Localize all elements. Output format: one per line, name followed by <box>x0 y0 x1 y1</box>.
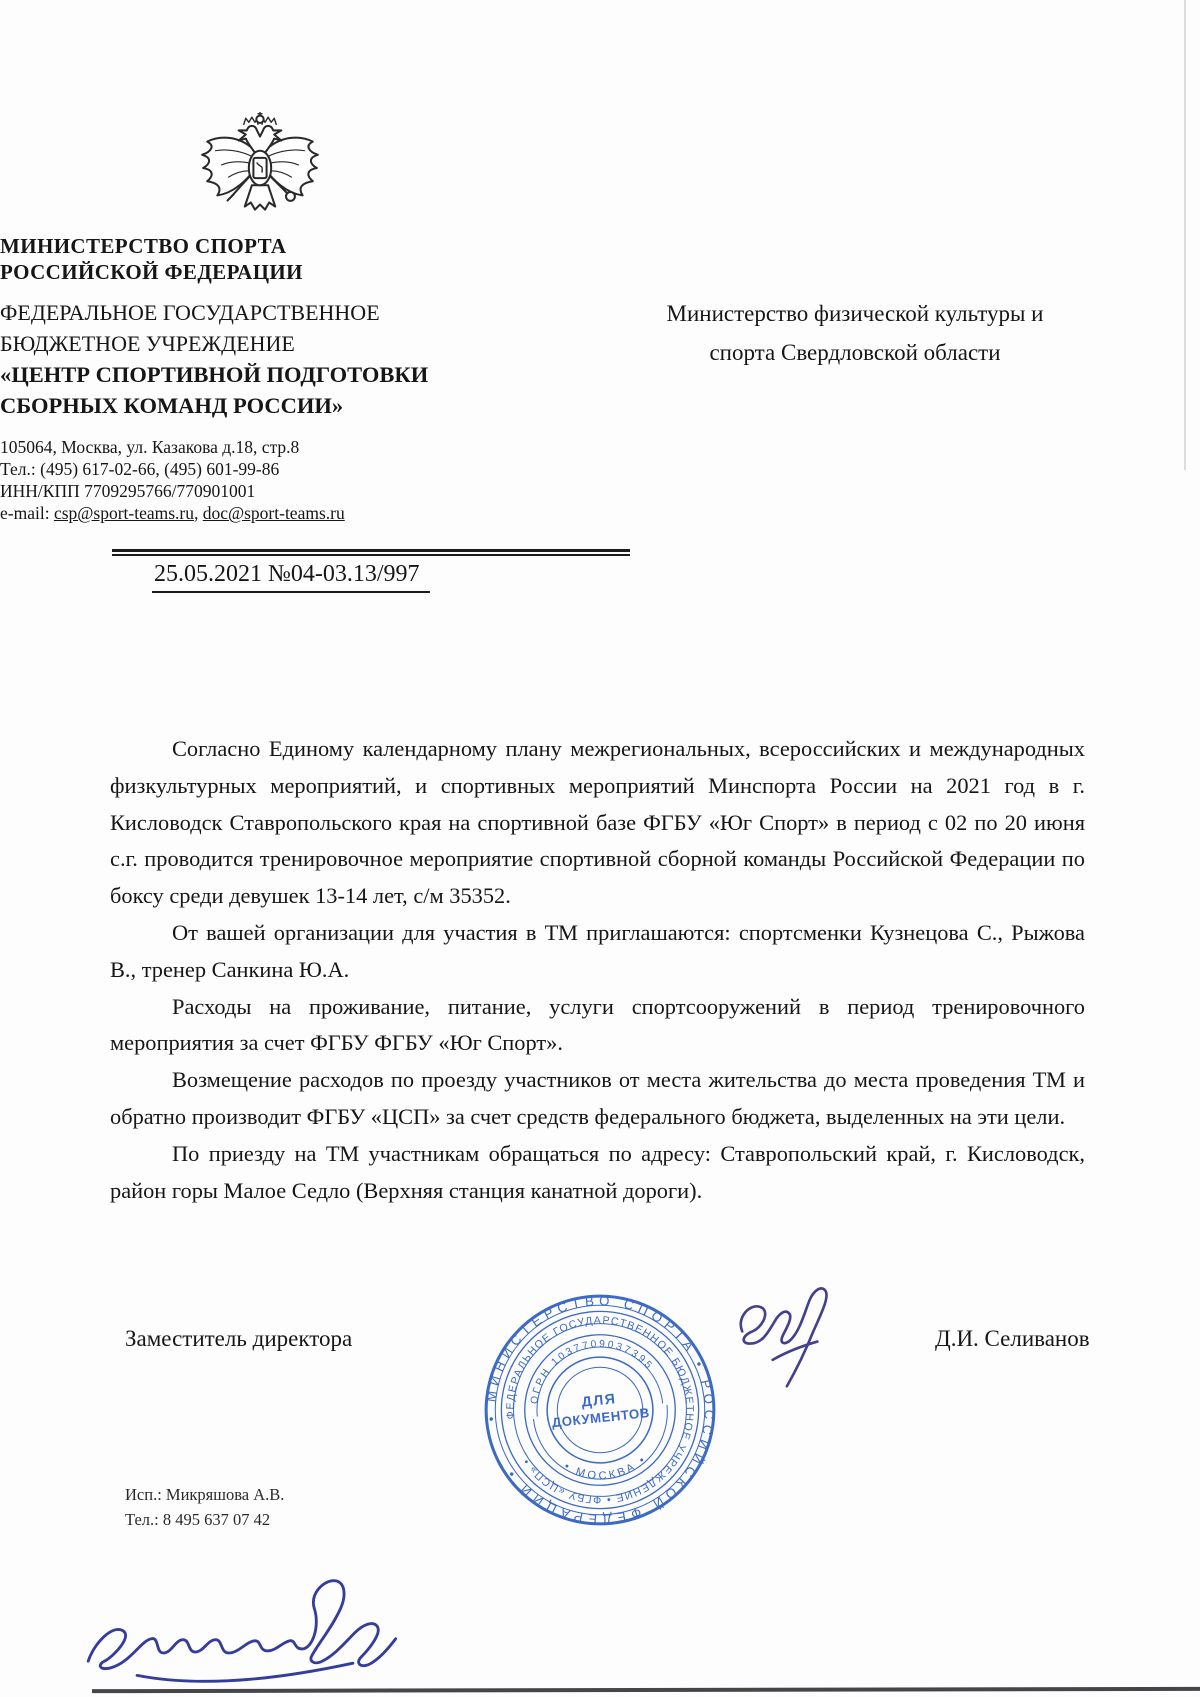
organization-contacts <box>0 436 520 524</box>
stamp-ogrn-text: ОГРН 1037709037395 <box>529 1338 656 1405</box>
recipient-line2: спорта Свердловской области <box>709 340 1001 365</box>
director-signature-icon <box>728 1278 860 1396</box>
ministry-heading-line1: МИНИСТЕРСТВО СПОРТА <box>0 234 287 258</box>
letter-body <box>110 731 1085 1209</box>
signer-position: Заместитель директора <box>125 1326 353 1351</box>
signer-name: Д.И. Селиванов <box>935 1326 1090 1351</box>
russian-double-headed-eagle-icon <box>194 112 326 224</box>
stamp-outer-ring-text: • МИНИСТЕРСТВО СПОРТА • РОССИЙСКОЙ ФЕДЕРАЦИИ • <box>483 1293 717 1527</box>
recipient-block <box>620 294 1090 372</box>
paragraph-2: От вашей организации для участия в ТМ приглашаются: спортсменки Кузнецова С., Рыжова В., тренер Санкина Ю.А. <box>110 919 1085 982</box>
official-round-stamp <box>478 1288 722 1532</box>
paragraph-1: Согласно Единому календарному плану межрегиональных, всероссийских и международных физкультурных мероприятий, и спортивных мероприятий Минспорта России на 2021 год в г. Кисловодск Ставропольского края на спортивной базе ФГБУ «Юг Спорт» в период с 02 по 20 июня с.г. проводится тренировочное мероприятие спортивной сборной команды Российской Федерации по боксу среди девушек 13-14 лет, с/м 35352. <box>110 736 1085 909</box>
org-line3: «ЦЕНТР СПОРТИВНОЙ ПОДГОТОВКИ <box>0 362 429 387</box>
ministry-heading-line2: РОССИЙСКОЙ ФЕДЕРАЦИИ <box>0 260 303 284</box>
stamp-middle-ring-text: ФЕДЕРАЛЬНОЕ ГОСУДАРСТВЕННОЕ БЮДЖЕТНОЕ УЧРЕЖДЕНИЕ • ФГБУ «ЦСП» • <box>504 1314 696 1506</box>
coat-of-arms <box>0 112 520 224</box>
executor-block <box>125 1482 284 1532</box>
postal-address: 105064, Москва, ул. Казакова д.18, стр.8 <box>0 437 300 457</box>
scan-edge-artifact <box>1184 0 1186 470</box>
handwritten-signature-bottom-icon <box>78 1560 414 1690</box>
stamp-center-line2: ДОКУМЕНТОВ <box>551 1405 651 1431</box>
inn-kpp-line: ИНН/КПП 7709295766/770901001 <box>0 481 256 501</box>
org-line1: ФЕДЕРАЛЬНОЕ ГОСУДАРСТВЕННОЕ <box>0 300 380 325</box>
email-address-2: doc@sport-teams.ru <box>202 503 345 523</box>
organization-name <box>0 297 520 421</box>
phone-line: Тел.: (495) 617-02-66, (495) 601-99-86 <box>0 459 280 479</box>
email-label: e-mail: <box>0 503 54 523</box>
recipient-line1: Министерство физической культуры и <box>666 301 1044 326</box>
letterhead-divider <box>112 549 630 556</box>
paragraph-4: Возмещение расходов по проезду участников от места жительства до места проведения ТМ и обратно производит ФГБУ «ЦСП» за счет средств федерального бюджета, выделенных на эти цели. <box>110 1067 1085 1129</box>
email-line <box>0 502 520 524</box>
org-line4: СБОРНЫХ КОМАНД РОССИИ» <box>0 393 344 418</box>
executor-name: Исп.: Микряшова А.В. <box>125 1485 285 1504</box>
org-line2: БЮДЖЕТНОЕ УЧРЕЖДЕНИЕ <box>0 331 295 356</box>
email-separator: , <box>193 503 203 523</box>
paragraph-5: По приезду на ТМ участникам обращаться по адресу: Ставропольский край, г. Кисловодск, район горы Малое Седло (Верхняя станция канатной дороги). <box>110 1140 1085 1203</box>
stamp-city-text: • МОСКВА • <box>561 1452 650 1483</box>
email-address-1: csp@sport-teams.ru <box>53 503 194 523</box>
ministry-heading <box>0 233 520 285</box>
paragraph-3: Расходы на проживание, питание, услуги спортсооружений в период тренировочного мероприятия за счет ФГБУ ФГБУ «Юг Спорт». <box>110 993 1085 1056</box>
reference-date-number: 25.05.2021 №04-03.13/997 <box>152 561 430 593</box>
stamp-center-line1: ДЛЯ <box>580 1391 618 1411</box>
executor-phone: Тел.: 8 495 637 07 42 <box>125 1510 271 1529</box>
